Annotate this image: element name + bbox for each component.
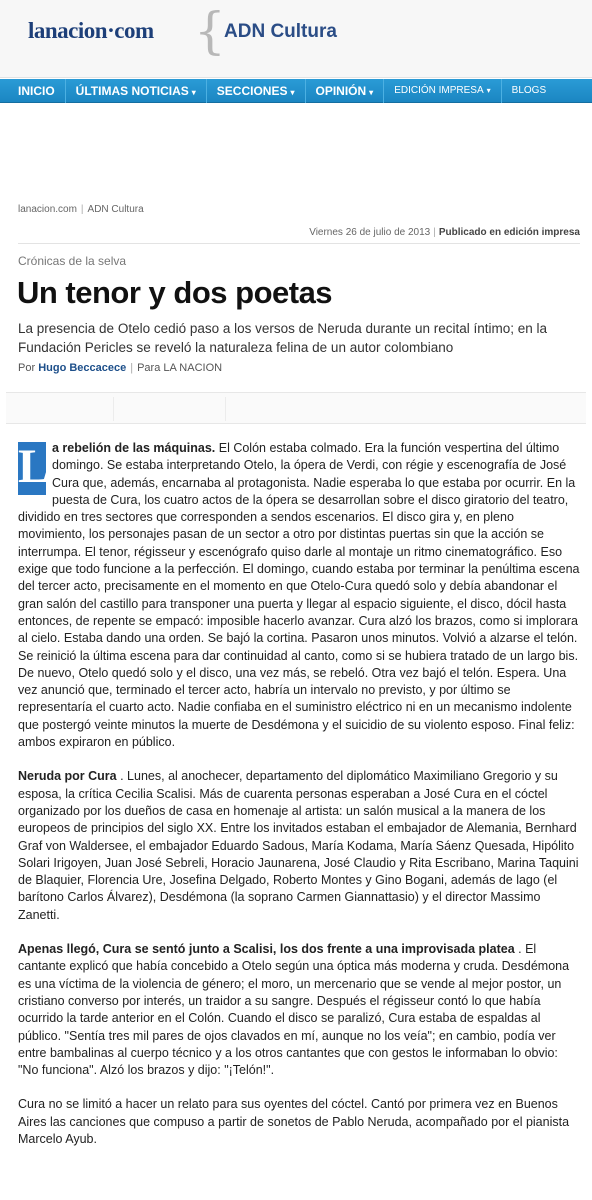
byline-separator: | xyxy=(130,362,134,374)
logo-name: lanacion xyxy=(28,18,108,43)
paragraph-text: . El cantante explicó que había concebido a Otelo según una óptica más moderna y cruda. Desdémona es una víctima de la violencia de género; el moro, un mercenario que se vende al mejor postor, un cristiano converso por interés, un traidor a su sangre. Después el régisseur contó lo que había ocurrido la tarde anterior en el Colón. Cuando el disco se paralizó, Cura estaba de espaldas al público. "Sentía tres mil pares de ojos clavados en mí, aunque no los veía"; en cambio, podía ver entre bambalinas al cuerpo técnico y a los otros cantantes que con gestos le informaban lo obvio: "No funciona". Alzó los brazos y dijo: "¡Telón!". xyxy=(18,942,570,1078)
brace-divider-icon: { xyxy=(194,2,226,60)
chevron-down-icon: ▾ xyxy=(369,87,374,97)
article-body xyxy=(18,440,580,1165)
nav-label: INICIO xyxy=(18,83,55,98)
publish-date: Viernes 26 de julio de 2013 xyxy=(309,227,431,238)
byline-prefix: Por xyxy=(18,362,36,374)
nav-label: ÚLTIMAS NOTICIAS xyxy=(75,83,189,98)
share-tab[interactable] xyxy=(116,397,226,421)
paragraph-text: El Colón estaba colmado. Era la función vespertina del último domingo. Se estaba interpretando Otelo, la ópera de Verdi, con régie y escenografía de José Cura que, además, encarnaba al protagonista. Nadie esperaba lo que estaba por ocurrir. En la puesta de Cura, los cuatro actos de la ópera se desarrollan sobre el disco giratorio del teatro, dividido en tres sectores que corresponden a sendos escenarios. El disco gira y, en pleno movimiento, los personajes pasan de un sector a otro por distintas puertas sin que la acción se interrumpa. El tenor, régisseur y escenógrafo quiso darle al montaje un ritmo cinematográfico. Eso exige que todo funcione a la perfección. El domingo, cuando estaba por terminar la penúltima escena del tercer acto, precisamente en el momento en que Otelo-Cura quedó solo y debía abandonar el gran salón del castillo para transponer una puerta y llegar al espacio siguiente, el disco, dócil hasta entonces, de repente se empacó: imposible hacerlo avanzar. Cura alzó los brazos, como si implorara al cielo. Estaba dando una orden. Se bajó la cortina. Pasaron unos minutos. Volvió a alzarse el telón. Se reinició la última escena para dar continuidad al canto, como si se hubiera tratado de un largo bis. De nuevo, Otelo quedó solo y el disco, una vez más, se rebeló. Otra vez bajó el telón. Espera. Una vez anunció que, terminado el tercer acto, habría un intervalo no previsto, y por último se representaría el cuarto acto. Nadie confiaba en el suministro eléctrico ni en un mecanismo indolente que postergó veinte minutos la muerte de Desdémona y el suicidio de su violento esposo. Final feliz: ambos expiraron en público. xyxy=(18,441,580,750)
author-link[interactable]: Hugo Beccacece xyxy=(38,362,127,374)
logo-dot: · xyxy=(107,18,115,43)
dateline xyxy=(309,227,580,238)
share-tab[interactable] xyxy=(14,397,114,421)
share-toolbar xyxy=(6,392,586,424)
article-kicker[interactable]: Crónicas de la selva xyxy=(18,254,127,268)
section-title[interactable]: ADN Cultura xyxy=(224,21,337,42)
site-header xyxy=(0,0,592,78)
site-logo[interactable] xyxy=(28,18,154,44)
article-deck: La presencia de Otelo cedió paso a los versos de Neruda durante un recital íntimo; en la Fundación Pericles se reveló la naturaleza felina de un autor colombiano xyxy=(18,321,548,355)
paragraph-text: Cura no se limitó a hacer un relato para sus oyentes del cóctel. Cantó por primera vez en Buenos Aires las canciones que compuso a partir de sonetos de Pablo Neruda, acompañado por el pianista Marcelo Ayub. xyxy=(18,1097,570,1146)
breadcrumb xyxy=(18,204,144,215)
breadcrumb-home[interactable]: lanacion.com xyxy=(18,204,77,215)
nav-item-opinion[interactable] xyxy=(306,79,385,103)
paragraph-text: . Lunes, al anochecer, departamento del diplomático Maximiliano Gregorio y su esposa, la crítica Cecilia Scalisi. Más de cuarenta personas esperaban a José Cura en el cóctel organizado por los dueños de casa en homenaje al artista: un salón musical a la manera de los europeos de principios del siglo XX. Entre los invitados estaban el embajador de Alemania, Bernhard Graf von Waldersee, el embajador Eduardo Sadous, María Kodama, María Sáenz Quesada, Hipólito Solari Irigoyen, Juan José Sebreli, Horacio Jaunarena, José Claudio y Rita Escribano, Marina Taquini de Blaquier, Florencia Ure, Josefina Delgado, Roberto Montes y Gino Bogani, además de lago (el barítono Carlos Álvarez), Desdémona (la soprano Carmen Giannattasio) y el director Massimo Zanetti. xyxy=(18,769,579,922)
chevron-down-icon: ▾ xyxy=(486,85,491,95)
breadcrumb-separator: | xyxy=(80,204,84,215)
byline xyxy=(18,362,222,374)
article-paragraph xyxy=(18,440,580,751)
nav-item-ultimas-noticias[interactable] xyxy=(66,79,207,103)
paragraph-lead: Neruda por Cura xyxy=(18,769,117,784)
article-paragraph xyxy=(18,768,580,924)
chevron-down-icon: ▾ xyxy=(191,87,196,97)
print-edition-link[interactable]: Publicado en edición impresa xyxy=(438,227,580,238)
main-nav xyxy=(0,79,592,103)
divider xyxy=(18,243,580,244)
drop-cap: L xyxy=(18,440,51,493)
nav-label: BLOGS xyxy=(511,84,547,96)
article-title: Un tenor y dos poetas xyxy=(17,275,333,310)
breadcrumb-section[interactable]: ADN Cultura xyxy=(87,204,144,215)
dateline-separator: | xyxy=(433,227,436,238)
nav-item-secciones[interactable] xyxy=(207,79,306,103)
nav-item-edicion-impresa[interactable] xyxy=(384,79,501,103)
nav-label: SECCIONES xyxy=(216,83,288,98)
paragraph-lead: Apenas llegó, Cura se sentó junto a Scalisi, los dos frente a una improvisada platea xyxy=(18,942,515,957)
nav-item-inicio[interactable] xyxy=(0,79,66,103)
byline-outlet: Para LA NACION xyxy=(137,362,223,374)
article-paragraph xyxy=(18,941,580,1079)
nav-label: EDICIÓN IMPRESA xyxy=(394,84,484,96)
nav-item-blogs[interactable] xyxy=(502,79,556,103)
ad-space xyxy=(0,104,592,190)
paragraph-lead: a rebelión de las máquinas. xyxy=(52,441,216,455)
logo-tld: com xyxy=(114,18,154,43)
article-paragraph xyxy=(18,1096,580,1148)
nav-label: OPINIÓN xyxy=(315,83,367,98)
chevron-down-icon: ▾ xyxy=(290,87,295,97)
